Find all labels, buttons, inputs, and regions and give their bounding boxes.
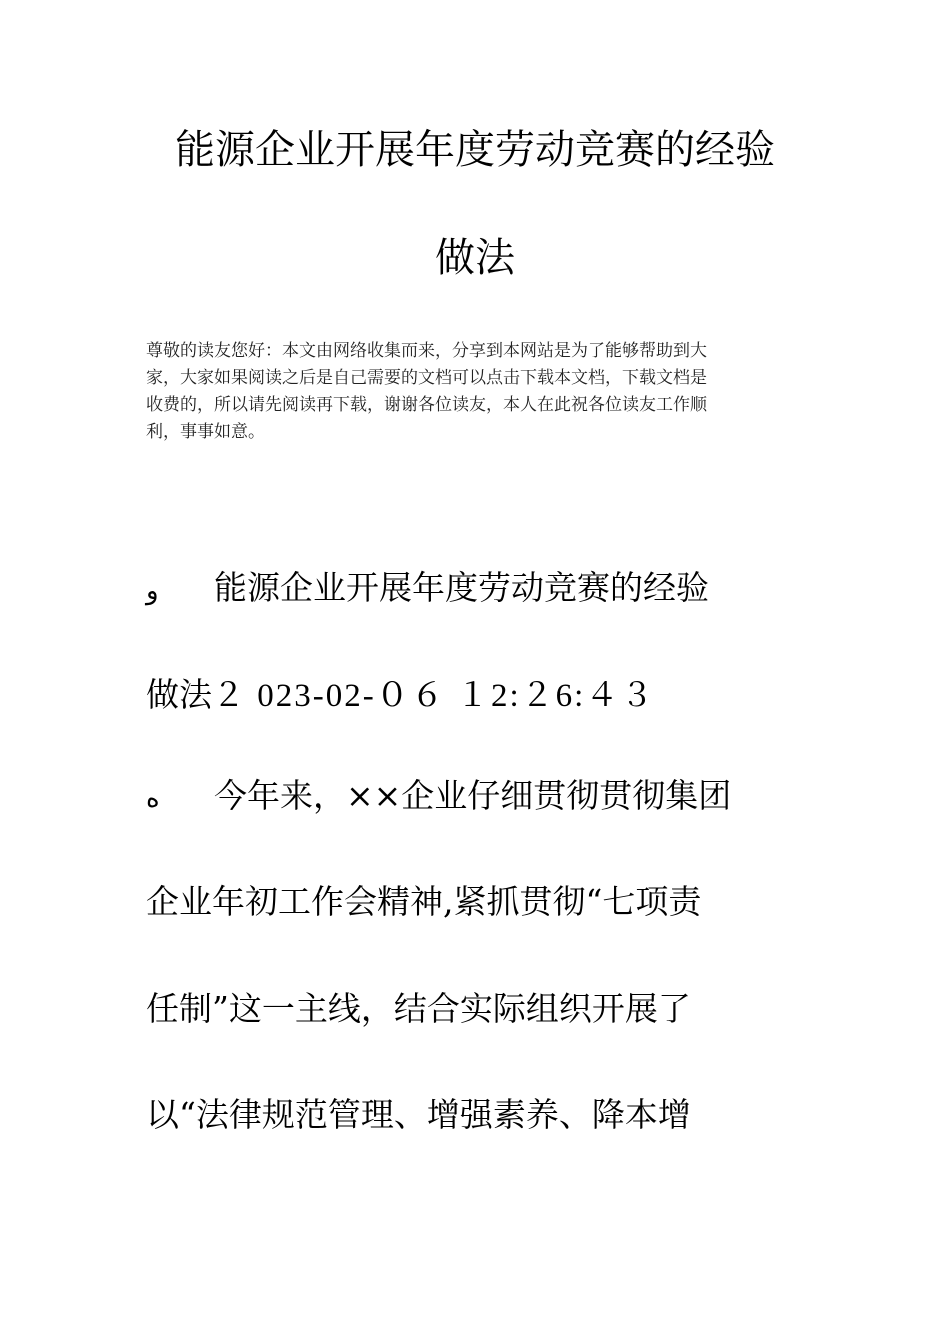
notice-line-1: 尊敬的读友您好：本文由网络收集而来，分享到本网站是为了能够帮助到大 — [146, 341, 707, 361]
notice-line-2: 家，大家如果阅读之后是自己需要的文档可以点击下载本文档，下载文档是 — [146, 368, 707, 388]
notice-line-4: 利，事事如意。 — [146, 422, 265, 442]
heading-text: 能源企业开展年度劳动竞赛的经验 — [214, 568, 709, 607]
paragraph-text: 今年来，××企业仔细贯彻贯彻集团 — [214, 776, 732, 815]
paragraph-line-2: 企业年初工作会精神,紧抓贯彻“七项责 — [146, 882, 702, 921]
paragraph-line-3: 任制”这一主线，结合实际组织开展了 — [146, 989, 691, 1028]
heading-marker: و — [146, 576, 159, 606]
paragraph-line-4: 以“法律规范管理、增强素养、降本增 — [146, 1095, 691, 1134]
reader-notice — [146, 338, 806, 446]
notice-line-3: 收费的，所以请先阅读再下载，谢谢各位读友，本人在此祝各位读友工作顺 — [146, 395, 707, 415]
heading-line-2 — [146, 673, 806, 718]
document-title-line-1: 能源企业开展年度劳动竞赛的经验 — [175, 127, 775, 173]
heading-text-continued: 做法 — [146, 675, 212, 714]
paragraph-marker: ه — [146, 784, 160, 814]
paragraph-line-1 — [146, 774, 806, 821]
publish-datetime: ２ 023-02-０６ １2:２6:４３ — [212, 678, 656, 714]
document-title-line-2: 做法 — [435, 235, 515, 281]
heading-line-1 — [146, 566, 806, 613]
